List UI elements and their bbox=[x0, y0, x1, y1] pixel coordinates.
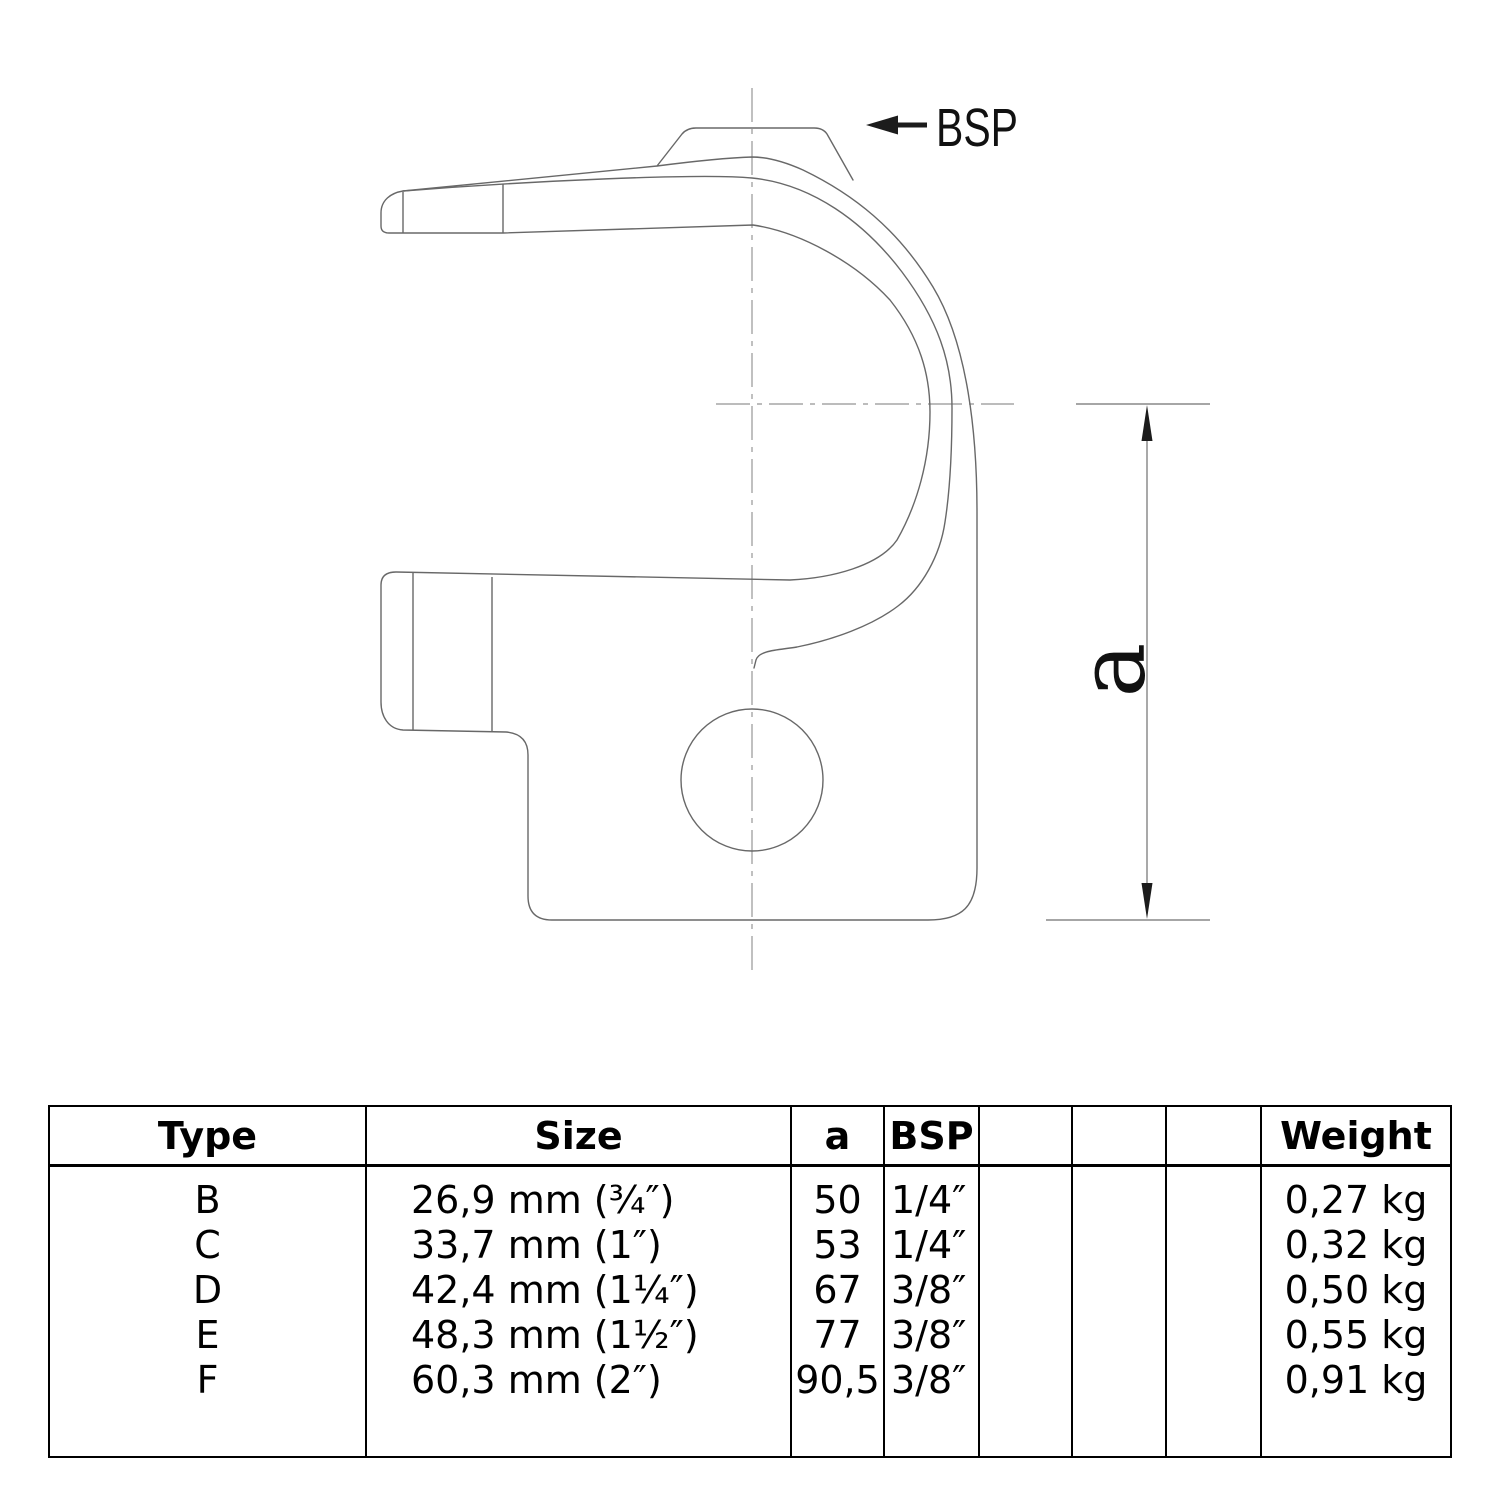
header-weight: Weight bbox=[1262, 1107, 1450, 1167]
column-empty-3 bbox=[1167, 1167, 1262, 1456]
weight-value: 0,50 kg bbox=[1284, 1268, 1428, 1312]
header-a: a bbox=[792, 1107, 885, 1167]
clamp-outline bbox=[381, 157, 977, 920]
bsp-value: 3/8″ bbox=[891, 1358, 967, 1402]
bsp-value: 1/4″ bbox=[891, 1178, 967, 1222]
weight-value: 0,91 kg bbox=[1284, 1358, 1428, 1402]
column-type-values bbox=[50, 1167, 367, 1456]
size-value: 26,9 mm (¾″) bbox=[411, 1178, 675, 1222]
header-empty-2 bbox=[1073, 1107, 1167, 1167]
size-value: 60,3 mm (2″) bbox=[411, 1358, 662, 1402]
type-value: D bbox=[192, 1268, 223, 1312]
header-empty-3 bbox=[1167, 1107, 1262, 1167]
size-value: 33,7 mm (1″) bbox=[411, 1223, 662, 1267]
a-value: 90,5 bbox=[795, 1358, 880, 1402]
outer-band-inner-line bbox=[403, 176, 952, 668]
a-value: 77 bbox=[813, 1313, 862, 1357]
bsp-value: 3/8″ bbox=[891, 1268, 967, 1312]
column-bsp-values bbox=[885, 1167, 980, 1456]
bsp-value: 3/8″ bbox=[891, 1313, 967, 1357]
type-value: C bbox=[194, 1223, 221, 1267]
column-size-values bbox=[367, 1167, 792, 1456]
a-value: 53 bbox=[813, 1223, 862, 1267]
header-type: Type bbox=[50, 1107, 367, 1167]
weight-value: 0,27 kg bbox=[1284, 1178, 1428, 1222]
dimension-a-label: a bbox=[1058, 642, 1166, 698]
size-value: 48,3 mm (1½″) bbox=[411, 1313, 699, 1357]
a-value: 50 bbox=[813, 1178, 862, 1222]
a-value: 67 bbox=[813, 1268, 862, 1312]
weight-value: 0,32 kg bbox=[1284, 1223, 1428, 1267]
column-empty-1 bbox=[980, 1167, 1073, 1456]
column-empty-2 bbox=[1073, 1167, 1167, 1456]
bsp-value: 1/4″ bbox=[891, 1223, 967, 1267]
column-a-values bbox=[792, 1167, 885, 1456]
bsp-boss-outline bbox=[657, 128, 853, 180]
size-value: 42,4 mm (1¼″) bbox=[411, 1268, 699, 1312]
spec-table bbox=[48, 1105, 1452, 1458]
column-weight-values bbox=[1262, 1167, 1450, 1456]
type-value: E bbox=[195, 1313, 220, 1357]
dimension-arrowhead-bottom bbox=[1142, 883, 1153, 919]
header-bsp: BSP bbox=[885, 1107, 980, 1167]
weight-value: 0,55 kg bbox=[1284, 1313, 1428, 1357]
header-size: Size bbox=[367, 1107, 792, 1167]
type-value: B bbox=[194, 1178, 221, 1222]
bsp-label: BSP bbox=[936, 98, 1018, 158]
header-empty-1 bbox=[980, 1107, 1073, 1167]
type-value: F bbox=[196, 1358, 219, 1402]
dimension-arrowhead-top bbox=[1142, 405, 1153, 441]
bsp-arrowhead bbox=[866, 116, 898, 135]
